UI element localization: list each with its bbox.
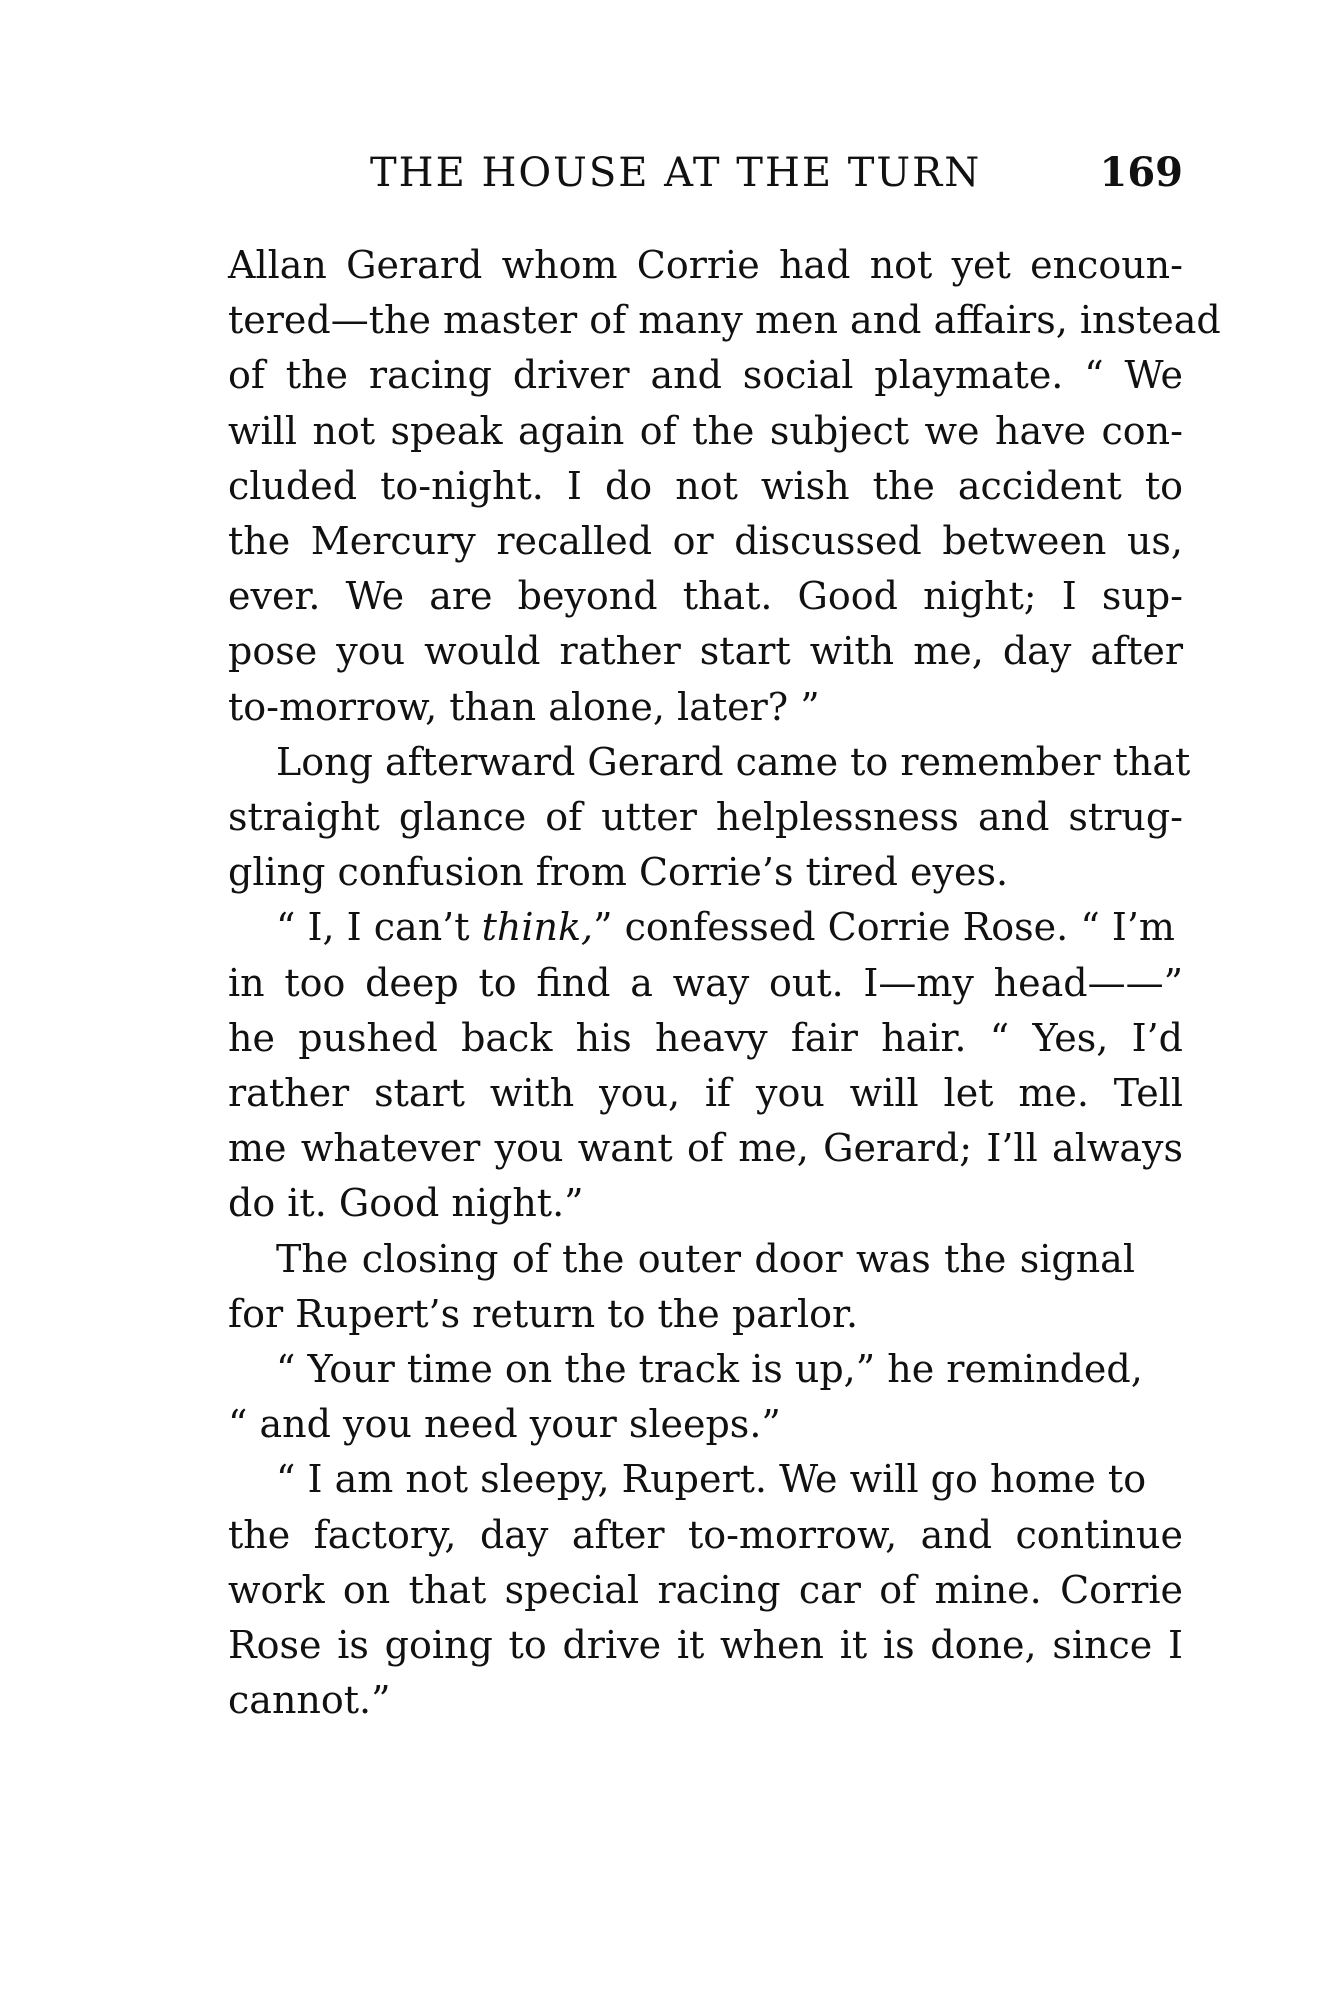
text-line: The closing of the outer door was the signal — [276, 1236, 1135, 1281]
emphasis-think: think, — [481, 905, 594, 950]
text-line: tered—the master of many men and affairs, instead — [228, 298, 1221, 343]
text-line: me whatever you want of me, Gerard; I’ll always — [228, 1126, 1183, 1171]
text-line: the factory, day after to-morrow, and continue — [228, 1512, 1183, 1557]
running-head-title: THE HOUSE AT THE TURN — [370, 150, 982, 196]
text-line: Long afterward Gerard came to remember that — [276, 739, 1191, 784]
text-line: to-morrow, than alone, later? ” — [228, 684, 820, 729]
text-line — [228, 900, 1183, 955]
text-line: rather start with you, if you will let me. Tell — [228, 1071, 1183, 1116]
paragraph-2 — [228, 735, 1191, 901]
paragraph-4 — [228, 1232, 1183, 1342]
text-line: “ Your time on the track is up,” he reminded, — [276, 1347, 1143, 1392]
text-line: the Mercury recalled or discussed between us, — [228, 519, 1183, 564]
running-head — [228, 148, 1183, 198]
text-run: “ I, I can’t — [276, 905, 482, 950]
text-line: in too deep to find a way out. I—my head——” — [228, 960, 1183, 1005]
text-line: gling confusion from Corrie’s tired eyes. — [228, 850, 1009, 895]
page-number: 169 — [1099, 149, 1183, 196]
paragraph-5 — [228, 1342, 1183, 1452]
text-line: cluded to-night. I do not wish the accident to — [228, 463, 1183, 508]
text-line: ever. We are beyond that. Good night; I sup- — [228, 574, 1183, 619]
paragraph-6 — [228, 1452, 1183, 1728]
text-line: “ and you need your sleeps.” — [228, 1402, 781, 1447]
text-line: will not speak again of the subject we have con- — [228, 408, 1183, 453]
text-line: cannot.” — [228, 1678, 391, 1723]
text-line: for Rupert’s return to the parlor. — [228, 1291, 859, 1336]
body-text — [228, 238, 1221, 1728]
text-line: he pushed back his heavy fair hair. “ Yes, I’d — [228, 1015, 1183, 1060]
paragraph-1 — [228, 238, 1221, 735]
text-line: do it. Good night.” — [228, 1181, 584, 1226]
text-line: “ I am not sleepy, Rupert. We will go home to — [276, 1457, 1147, 1502]
text-line: Rose is going to drive it when it is done, since I — [228, 1623, 1183, 1668]
text-line: Allan Gerard whom Corrie had not yet encoun- — [228, 243, 1183, 287]
text-line: straight glance of utter helplessness and strug- — [228, 795, 1183, 840]
paragraph-3 — [228, 900, 1183, 1231]
text-line: of the racing driver and social playmate. “ We — [228, 353, 1183, 398]
text-line: pose you would rather start with me, day after — [228, 629, 1183, 674]
text-run: ” confessed Corrie Rose. “ I’m — [593, 905, 1175, 950]
text-line: work on that special racing car of mine. Corrie — [228, 1567, 1183, 1612]
